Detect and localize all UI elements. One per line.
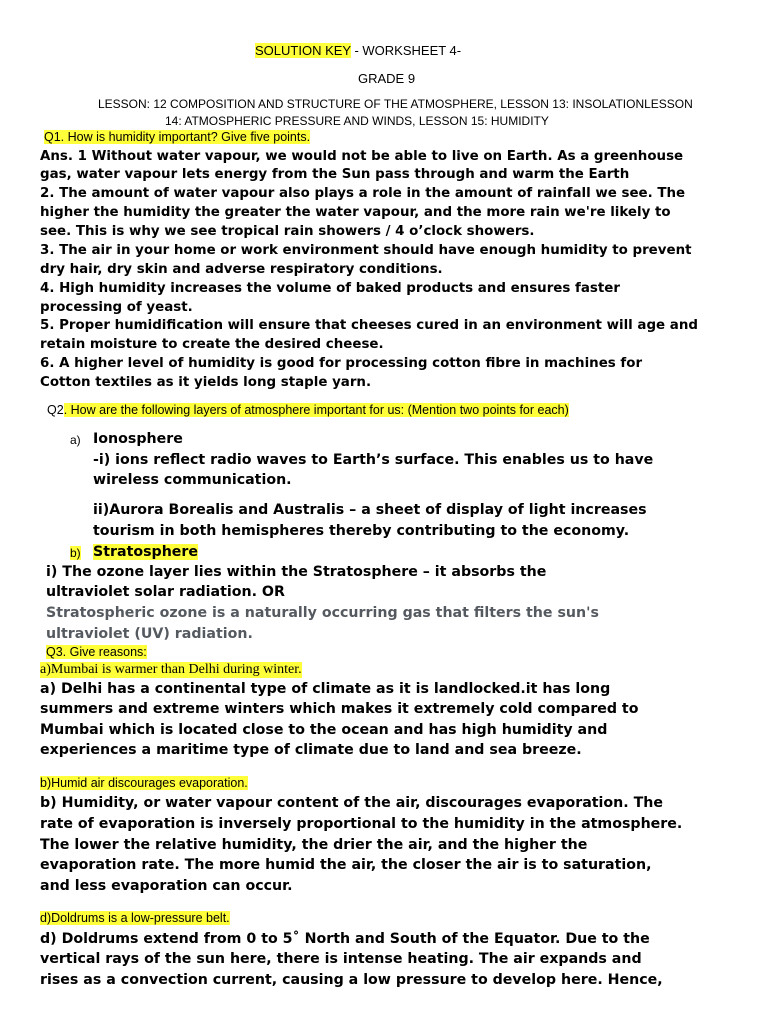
q3-heading: Q3. Give reasons: <box>46 645 147 659</box>
q1-answer-line: gas, water vapour lets energy from the Sun pass through and warm the Earth <box>40 167 630 182</box>
q2-b-marker: b) <box>70 546 81 560</box>
q3-a-line: Mumbai which is located close to the ocean and has high humidity and <box>40 722 608 738</box>
q1-answer-line: 4. High humidity increases the volume of baked products and ensures faster <box>40 281 620 296</box>
q1-answer-line: Ans. 1 Without water vapour, we would not be able to live on Earth. As a greenhouse <box>40 149 684 164</box>
q3-b-question: b)Humid air discourages evaporation. <box>40 776 248 790</box>
q3-a-line: a) Delhi has a continental type of climate as it is landlocked.it has long <box>40 681 611 697</box>
q2-question-text: . How are the following layers of atmosphere important for us: (Mention two points for each) <box>63 403 569 417</box>
q1-answer-line: higher the humidity the greater the water vapour, and the more rain we're likely to <box>40 205 671 220</box>
q2-prefix: Q2 <box>47 403 64 417</box>
q3-d-question: d)Doldrums is a low-pressure belt. <box>40 911 230 925</box>
q1-question: Q1. How is humidity important? Give five points. <box>44 130 311 144</box>
q1-answer-line: 5. Proper humidification will ensure that cheeses cured in an environment will age and <box>40 318 698 333</box>
q3-a-line: experiences a maritime type of climate due to land and sea breeze. <box>40 742 582 758</box>
lesson-line-2: 14: ATMOSPHERIC PRESSURE AND WINDS, LESSON 15: HUMIDITY <box>165 114 549 128</box>
lesson-line-1: LESSON: 12 COMPOSITION AND STRUCTURE OF THE ATMOSPHERE, LESSON 13: INSOLATIONLESSON <box>98 97 693 111</box>
q2-b-line: i) The ozone layer lies within the Stratosphere – it absorbs the <box>46 564 547 580</box>
q1-answer-line: dry hair, dry skin and adverse respiratory conditions. <box>40 262 443 277</box>
q1-answer-line: retain moisture to create the desired cheese. <box>40 337 384 352</box>
q2-a-line: wireless communication. <box>93 472 292 488</box>
title-rest: - WORKSHEET 4- <box>350 43 462 58</box>
q2-a-line: ii)Aurora Borealis and Australis – a sheet of display of light increases <box>93 502 647 518</box>
q3-b-line: evaporation rate. The more humid the air, the closer the air is to saturation, <box>40 857 652 873</box>
q1-answer-line: 2. The amount of water vapour also plays a role in the amount of rainfall we see. The <box>40 186 686 201</box>
q1-answer-line: see. This is why we see tropical rain showers / 4 o’clock showers. <box>40 224 535 239</box>
q3-a-question: a)Mumbai is warmer than Delhi during winter. <box>40 662 302 677</box>
q1-answer-line: Cotton textiles as it yields long staple yarn. <box>40 375 372 390</box>
q3-d-line: d) Doldrums extend from 0 to 5˚ North and South of the Equator. Due to the <box>40 931 650 947</box>
q1-answer-line: processing of yeast. <box>40 300 193 315</box>
q2-a-line: tourism in both hemispheres thereby contributing to the economy. <box>93 523 630 539</box>
q2-b-line: ultraviolet solar radiation. OR <box>46 584 285 600</box>
q3-b-line: and less evaporation can occur. <box>40 878 293 894</box>
q2-b-grey-line: ultraviolet (UV) radiation. <box>46 626 253 642</box>
q2-a-line: -i) ions reflect radio waves to Earth’s surface. This enables us to have <box>93 452 654 468</box>
q1-answer-line: 3. The air in your home or work environment should have enough humidity to prevent <box>40 243 692 258</box>
q3-a-line: summers and extreme winters which makes it extremely cold compared to <box>40 701 639 717</box>
q3-b-line: rate of evaporation is inversely proportional to the humidity in the atmosphere. <box>40 816 683 832</box>
q3-d-line: vertical rays of the sun here, there is intense heating. The air expands and <box>40 951 642 967</box>
document-title <box>255 43 461 58</box>
title-highlight: SOLUTION KEY <box>255 43 351 58</box>
q3-b-line: b) Humidity, or water vapour content of the air, discourages evaporation. The <box>40 795 663 811</box>
q2-a-title: Ionosphere <box>93 431 183 447</box>
q2-b-grey-line: Stratospheric ozone is a naturally occurring gas that filters the sun's <box>46 605 599 621</box>
q3-d-line: rises as a convection current, causing a low pressure to develop here. Hence, <box>40 972 663 988</box>
q2-a-marker: a) <box>70 433 81 447</box>
q2-question <box>47 403 569 417</box>
q2-b-title: Stratosphere <box>93 544 199 560</box>
grade-label: GRADE 9 <box>358 71 416 86</box>
q1-answer-line: 6. A higher level of humidity is good for processing cotton fibre in machines for <box>40 356 643 371</box>
q3-b-line: The lower the relative humidity, the drier the air, and the higher the <box>40 837 588 853</box>
